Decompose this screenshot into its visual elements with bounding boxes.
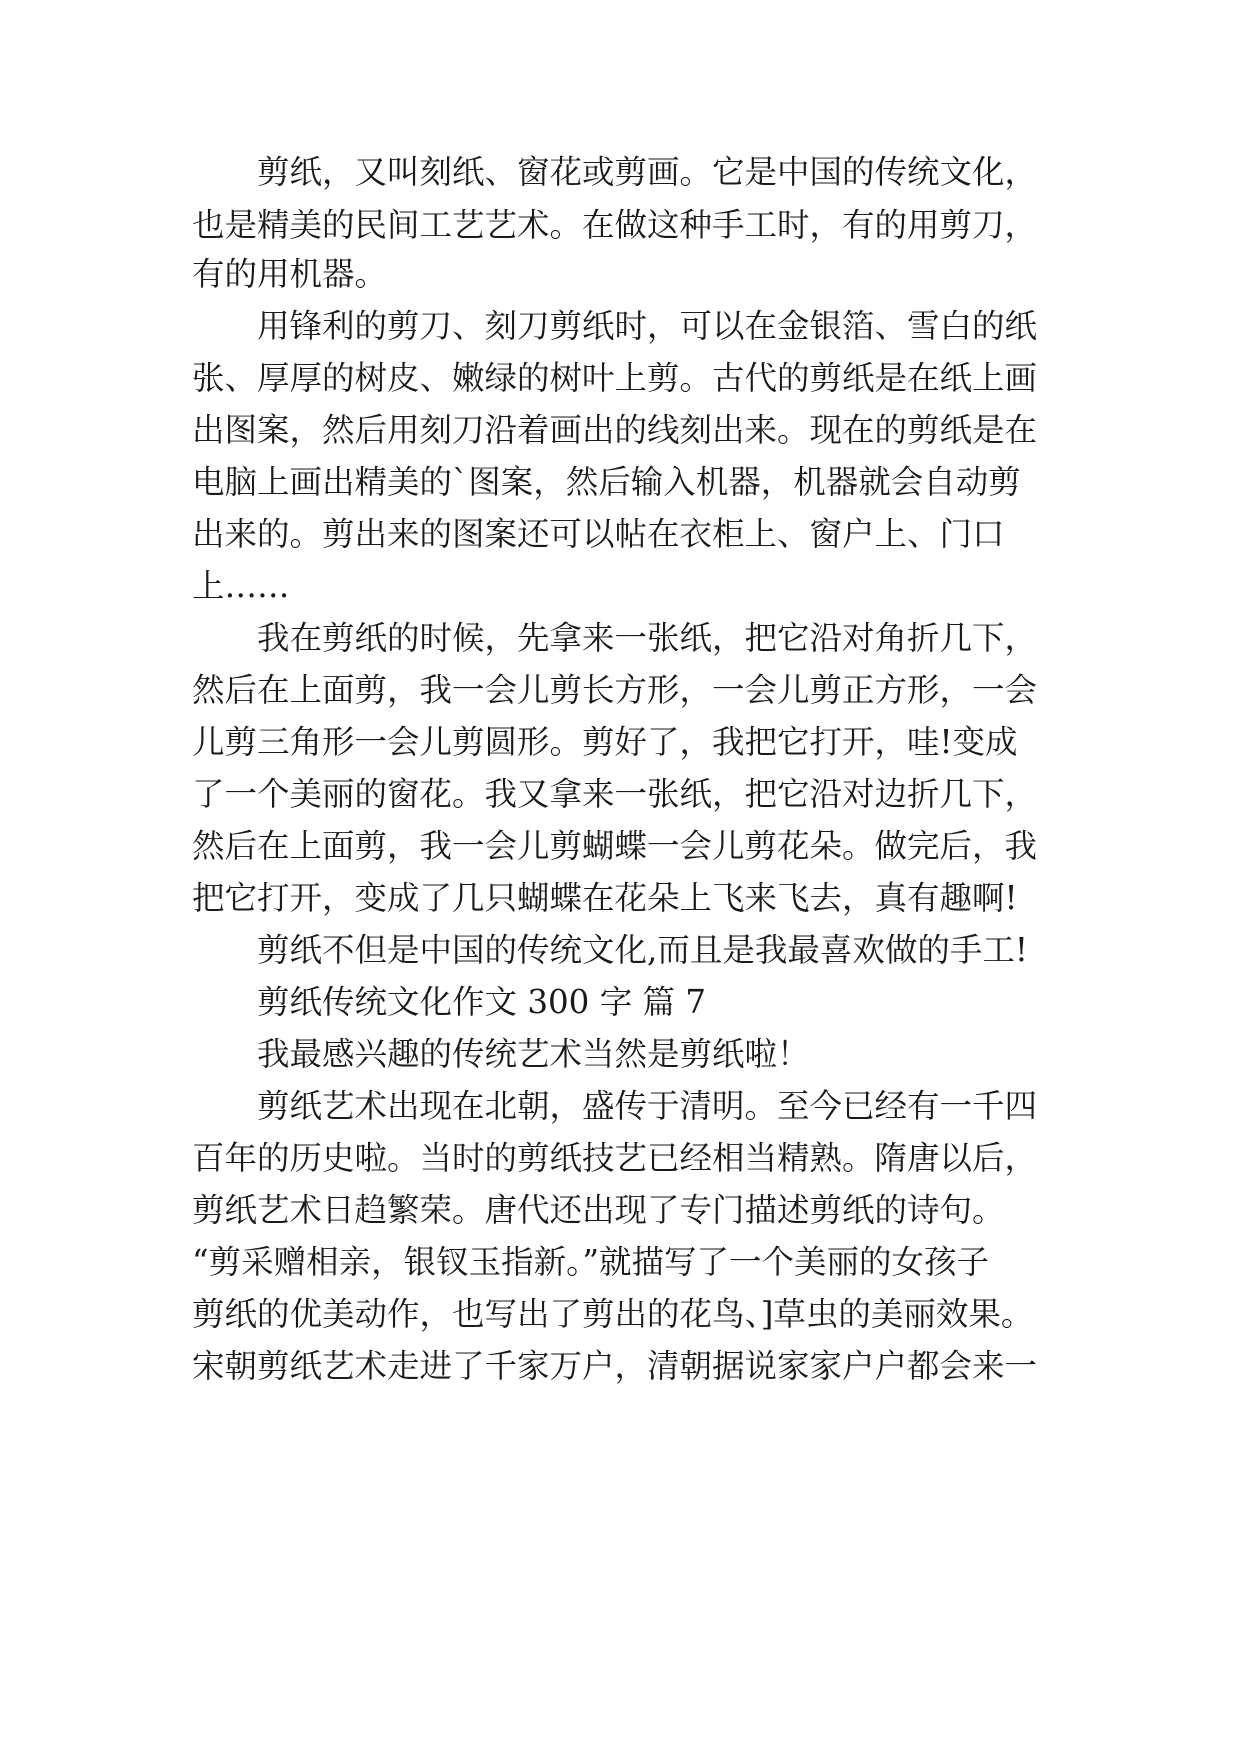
text-line: 也是精美的民间工艺艺术。在做这种手工时，有的用剪刀，	[192, 206, 1038, 244]
text-line: “剪采赠相亲，银钗玉指新。”就描写了一个美丽的女孩子	[192, 1243, 989, 1281]
section-heading: 剪纸传统文化作文 300 字 篇 7	[257, 983, 707, 1021]
text-line: 然后在上面剪，我一会儿剪长方形，一会儿剪正方形，一会	[192, 671, 1038, 709]
text-line: 然后在上面剪，我一会儿剪蝴蝶一会儿剪花朵。做完后，我	[192, 827, 1038, 865]
text-line: 把它打开，变成了几只蝴蝶在花朵上飞来飞去，真有趣啊!	[192, 879, 1018, 917]
text-line: 电脑上画出精美的`图案，然后输入机器，机器就会自动剪	[192, 463, 1021, 501]
text-line: 儿剪三角形一会儿剪圆形。剪好了，我把它打开，哇!变成	[192, 723, 1018, 761]
text-line: 张、厚厚的树皮、嫩绿的树叶上剪。古代的剪纸是在纸上画	[192, 359, 1038, 397]
text-line: 了一个美丽的窗花。我又拿来一张纸，把它沿对边折几下，	[192, 775, 1038, 813]
text-line: 剪纸的优美动作，也写出了剪出的花鸟、]草虫的美丽效果。	[192, 1295, 1034, 1333]
text-line: 上……	[192, 567, 290, 605]
text-line: 我在剪纸的时候，先拿来一张纸，把它沿对角折几下，	[257, 619, 1038, 657]
text-line: 用锋利的剪刀、刻刀剪纸时，可以在金银箔、雪白的纸	[257, 307, 1038, 345]
text-line: 剪纸艺术出现在北朝，盛传于清明。至今已经有一千四	[257, 1087, 1038, 1125]
text-line: 有的用机器。	[192, 255, 388, 293]
text-line: 百年的历史啦。当时的剪纸技艺已经相当精熟。隋唐以后，	[192, 1139, 1038, 1177]
text-line: 出来的。剪出来的图案还可以帖在衣柜上、窗户上、门口	[192, 515, 1005, 553]
text-line: 出图案，然后用刻刀沿着画出的线刻出来。现在的剪纸是在	[192, 411, 1038, 449]
text-line: 剪纸，又叫刻纸、窗花或剪画。它是中国的传统文化，	[257, 153, 1038, 191]
text-line: 宋朝剪纸艺术走进了千家万户，清朝据说家家户户都会来一	[192, 1347, 1038, 1385]
text-line: 剪纸艺术日趋繁荣。唐代还出现了专门描述剪纸的诗句。	[192, 1191, 1005, 1229]
text-line: 我最感兴趣的传统艺术当然是剪纸啦！	[257, 1035, 810, 1073]
text-line: 剪纸不但是中国的传统文化,而且是我最喜欢做的手工!	[257, 931, 1028, 969]
